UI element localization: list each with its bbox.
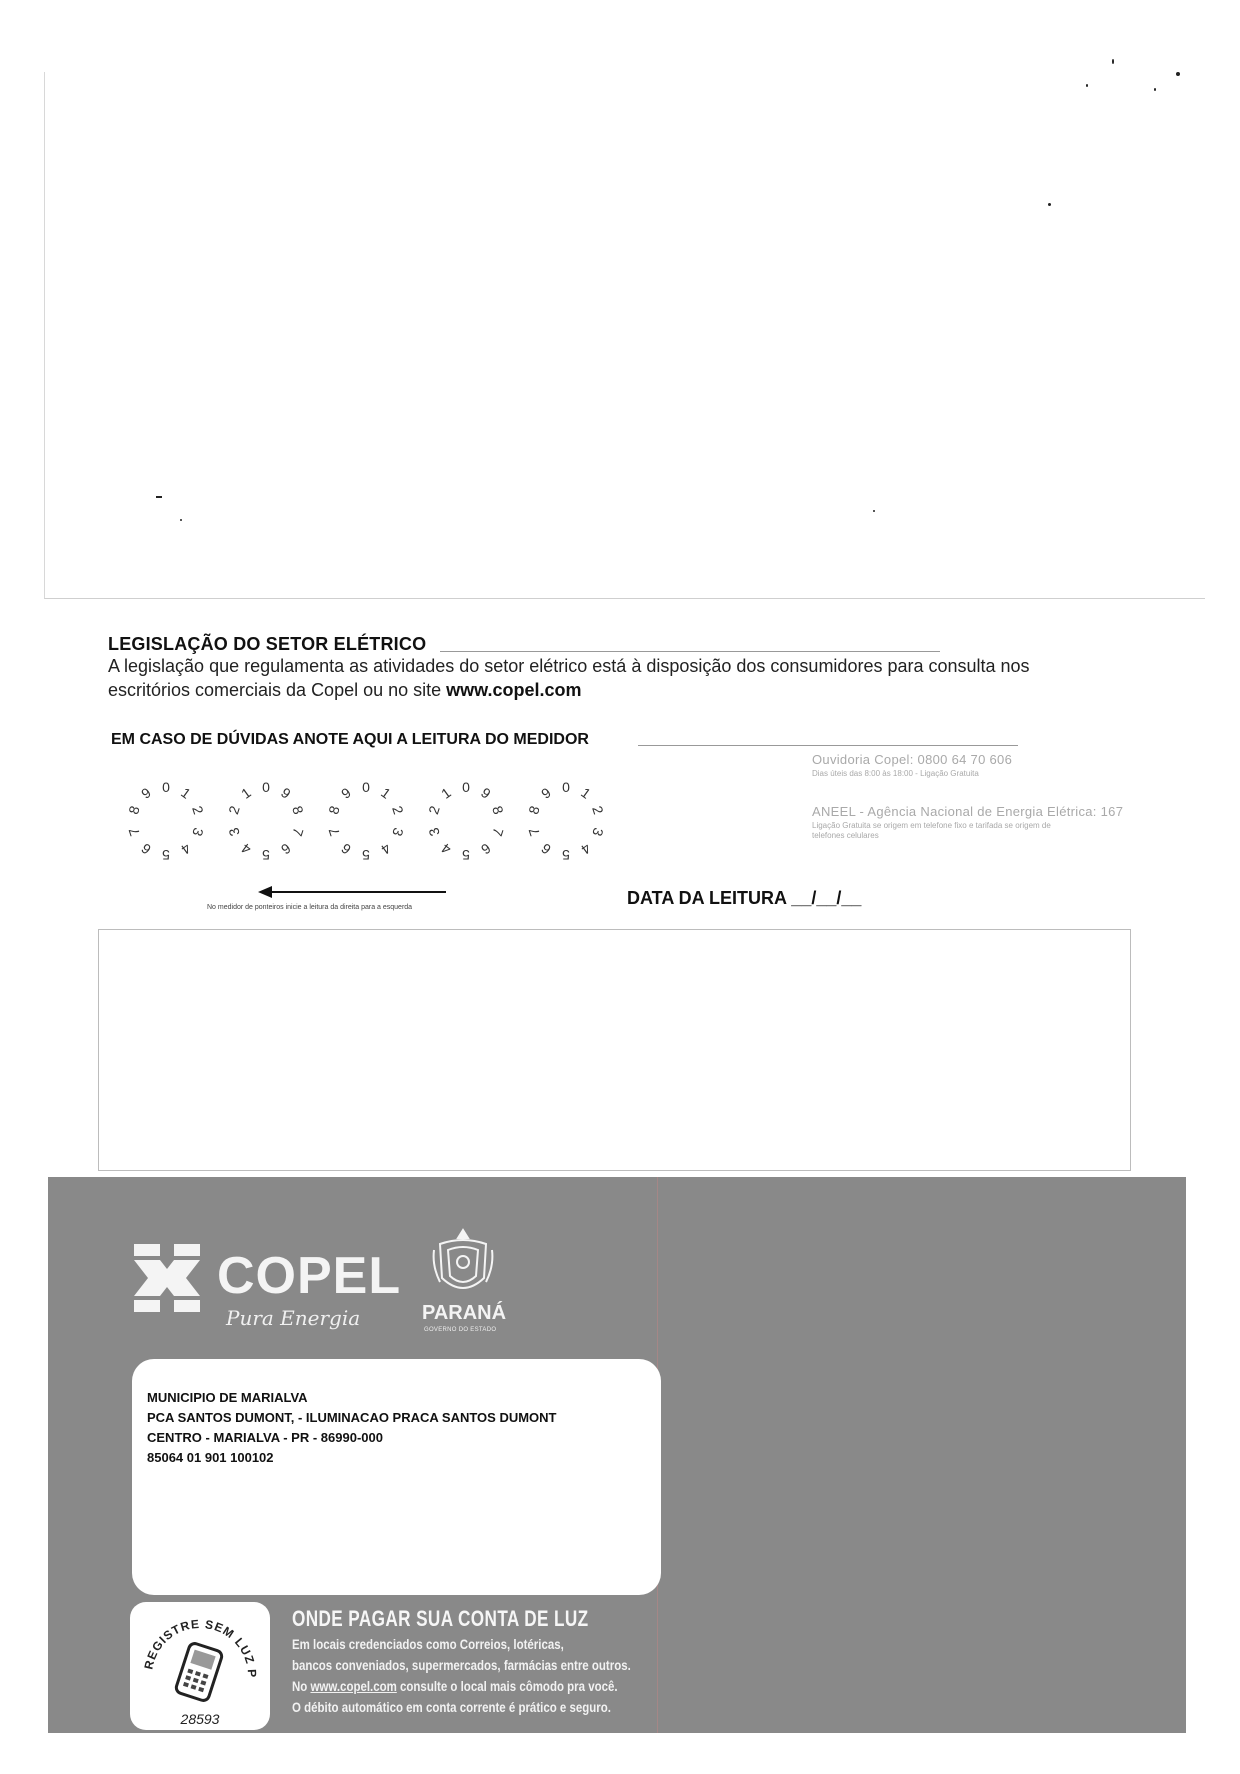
- sms-badge: [130, 1602, 270, 1730]
- meter-dial: [325, 780, 407, 862]
- meter-dial: [225, 780, 307, 862]
- dial-digit: 4: [238, 839, 254, 858]
- payment-line-4: O débito automático em conta corrente é prático e seguro.: [292, 1699, 611, 1715]
- ouvidoria-hours: Dias úteis das 8:00 às 18:00 - Ligação Gratuita: [812, 769, 979, 778]
- dial-digit: 0: [462, 779, 470, 795]
- dial-digit: 3: [424, 825, 443, 838]
- copel-site-link[interactable]: www.copel.com: [446, 680, 582, 700]
- dial-digit: 2: [389, 804, 408, 817]
- meter-dial: [525, 780, 607, 862]
- notes-box: [98, 929, 1131, 1171]
- phone-icon: [175, 1642, 223, 1702]
- parana-crest-icon: [430, 1226, 496, 1304]
- legislacao-title: LEGISLAÇÃO DO SETOR ELÉTRICO: [108, 634, 427, 654]
- scan-speck: [156, 496, 162, 498]
- meter-dial: [125, 780, 207, 862]
- payment-line-1: Em locais credenciados como Correios, lotéricas,: [292, 1636, 564, 1652]
- payment-site-link[interactable]: www.copel.com: [310, 1678, 397, 1694]
- payment-line-2: bancos conveniados, supermercados, farmácias entre outros.: [292, 1657, 631, 1673]
- dial-digit: 7: [489, 825, 508, 838]
- dial-digit: 3: [389, 825, 408, 838]
- reading-direction-arrow-icon: [258, 885, 448, 899]
- aneel-note-1: Ligação Gratuita se origem em telefone fixo e tarifada se origem de: [812, 821, 1051, 830]
- dial-digit: 5: [162, 847, 170, 863]
- dial-digit: 1: [238, 784, 254, 803]
- dial-digit: 3: [224, 825, 243, 838]
- dial-digit: 6: [538, 839, 554, 858]
- ouvidoria-contact: [812, 752, 1192, 779]
- dial-digit: 2: [189, 804, 208, 817]
- parana-subtitle: GOVERNO DO ESTADO: [424, 1327, 497, 1333]
- dial-digit: 9: [338, 784, 354, 803]
- legislacao-body-line-1: A legislação que regulamenta as atividades do setor elétrico está à disposição dos consumidores para consulta nos: [108, 656, 1030, 676]
- dial-digit: 5: [362, 847, 370, 863]
- ouvidoria-phone: Ouvidoria Copel: 0800 64 70 606: [812, 752, 1013, 767]
- dial-digit: 5: [562, 847, 570, 863]
- dial-digit: 8: [524, 804, 543, 817]
- address-line-3: CENTRO - MARIALVA - PR - 86990-000: [147, 1430, 383, 1445]
- dial-digit: 7: [289, 825, 308, 838]
- dial-digit: 8: [124, 804, 143, 817]
- medidor-title: EM CASO DE DÚVIDAS ANOTE AQUI A LEITURA DO MEDIDOR: [111, 731, 589, 748]
- aneel-contact: [812, 804, 1192, 841]
- dial-digit: 9: [538, 784, 554, 803]
- parana-wordmark: PARANÁ: [422, 1302, 507, 1324]
- dial-digit: 0: [362, 779, 370, 795]
- sms-ring-icon: [130, 1602, 270, 1730]
- copel-tagline: Pura Energia: [226, 1306, 361, 1330]
- address-line-4: 85064 01 901 100102: [147, 1450, 274, 1465]
- dial-digit: 9: [278, 784, 294, 803]
- scan-speck: [1112, 59, 1114, 64]
- address-window: [132, 1359, 661, 1595]
- dial-digit: 0: [162, 779, 170, 795]
- dial-digit: 4: [438, 839, 454, 858]
- dial-digit: 9: [478, 784, 494, 803]
- dial-digit: 6: [138, 839, 154, 858]
- dial-digit: 1: [438, 784, 454, 803]
- dial-digit: 6: [338, 839, 354, 858]
- aneel-note-2: telefones celulares: [812, 831, 879, 840]
- meter-dial: [425, 780, 507, 862]
- dial-digit: 6: [278, 839, 294, 858]
- sms-number: 28593: [180, 1711, 220, 1727]
- dial-digit: 0: [262, 779, 270, 795]
- copel-logo-icon: [130, 1242, 204, 1316]
- scan-speck: [1048, 203, 1051, 206]
- scan-speck: [1176, 72, 1180, 76]
- dial-digit: 8: [289, 804, 308, 817]
- dial-digit: 0: [562, 779, 570, 795]
- payment-line-3: [292, 1678, 618, 1694]
- dial-digit: 4: [378, 839, 394, 858]
- title-rule: [638, 745, 1018, 746]
- upper-blank-area: [44, 72, 1205, 599]
- data-leitura-label: DATA DA LEITURA __/__/__: [627, 888, 862, 908]
- dial-digit: 5: [462, 847, 470, 863]
- address-line-2: PCA SANTOS DUMONT, - ILUMINACAO PRACA SANTOS DUMONT: [147, 1410, 557, 1425]
- dial-digit: 8: [489, 804, 508, 817]
- dial-digit: 7: [124, 825, 143, 838]
- dial-digit: 8: [324, 804, 343, 817]
- dial-digit: 7: [324, 825, 343, 838]
- dial-digit: 4: [178, 839, 194, 858]
- dial-digit: 1: [178, 784, 194, 803]
- scan-speck: [180, 519, 182, 521]
- dial-digit: 3: [589, 825, 608, 838]
- sms-ring-text: REGISTRE SEM LUZ P: [141, 1616, 260, 1679]
- dial-digit: 4: [578, 839, 594, 858]
- payment-title: ONDE PAGAR SUA CONTA DE LUZ: [292, 1606, 589, 1631]
- dial-digit: 2: [589, 804, 608, 817]
- dial-digit: 1: [378, 784, 394, 803]
- payment-line-3-post: consulte o local mais cômodo pra você.: [396, 1678, 618, 1694]
- scan-speck: [1154, 88, 1156, 91]
- dial-digit: 6: [478, 839, 494, 858]
- dial-digit: 7: [524, 825, 543, 838]
- dial-digit: 2: [424, 804, 443, 817]
- dial-digit: 5: [262, 847, 270, 863]
- legislacao-body-line-2: escritórios comerciais da Copel ou no site: [108, 680, 447, 700]
- dial-digit: 3: [189, 825, 208, 838]
- dial-digit: 1: [578, 784, 594, 803]
- legislacao-body: [108, 654, 1128, 702]
- scan-speck: [873, 510, 875, 512]
- copel-wordmark: COPEL: [217, 1247, 402, 1305]
- arrow-caption: No medidor de ponteiros inicie a leitura da direita para a esquerda: [207, 904, 413, 911]
- payment-line-3-pre: No: [292, 1678, 311, 1694]
- dial-digit: 2: [224, 804, 243, 817]
- scan-speck: [1086, 84, 1088, 87]
- aneel-phone: ANEEL - Agência Nacional de Energia Elétrica: 167: [812, 804, 1124, 819]
- title-rule: [440, 651, 940, 652]
- address-line-1: MUNICIPIO DE MARIALVA: [147, 1390, 308, 1405]
- dial-digit: 9: [138, 784, 154, 803]
